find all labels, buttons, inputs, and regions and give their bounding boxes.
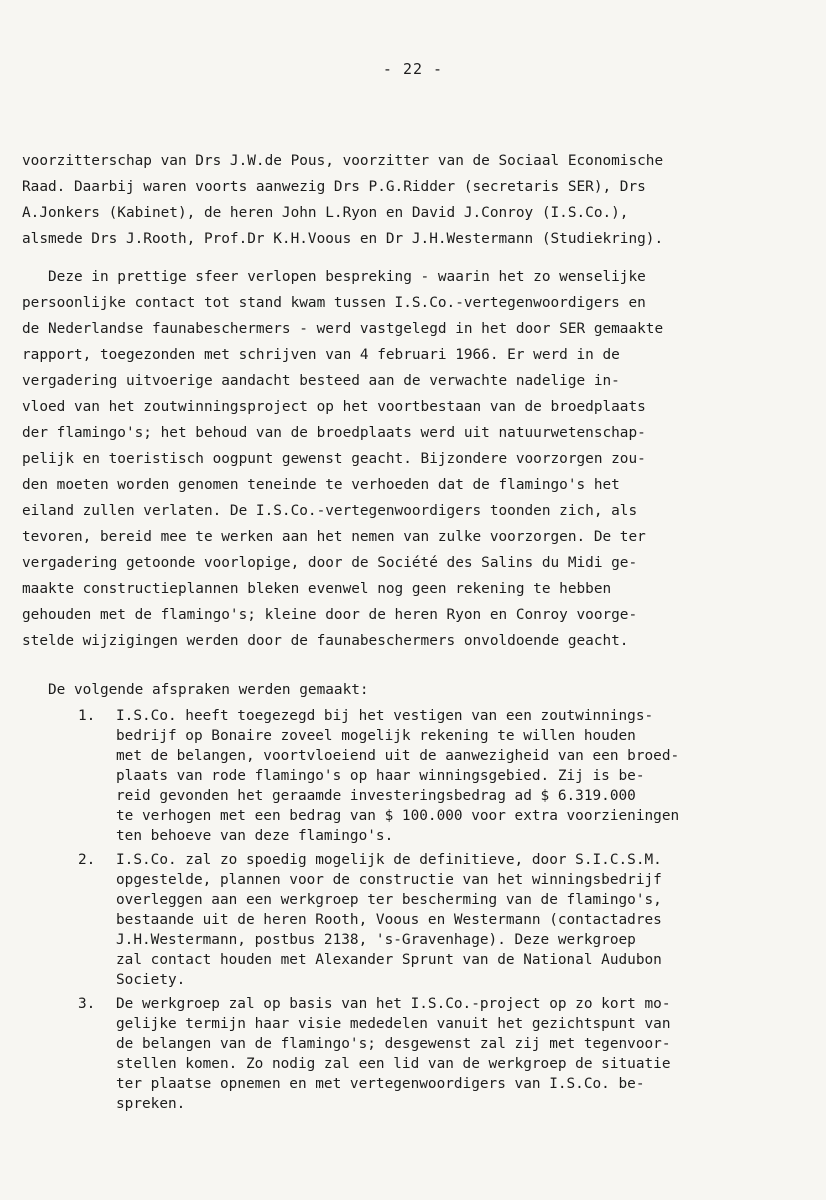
agreement-text: I.S.Co. zal zo spoedig mogelijk de definitieve, door S.I.C.S.M. opgestelde, plannen voor de constructie van het winningsbedrijf overleggen aan een werkgroep ter bescherming van de flamingo's, bestaande uit de heren Rooth, Voous en Westermann (contactadres J.H.Westermann, postbus 2138, 's-Gravenhage). Deze werkgroep zal contact houden met Alexander Sprunt van de National Audubon Society. [116,852,662,988]
agreements-list [78,706,818,1118]
agreement-item-2 [78,850,818,990]
agreement-item-1 [78,706,818,846]
agreement-text: De werkgroep zal op basis van het I.S.Co.-project op zo kort mo- gelijke termijn haar visie mededelen vanuit het gezichtspunt van de belangen van de flamingo's; desgewenst zal zij met tegenvoor- stellen komen. Zo nodig zal een lid van de werkgroep de situatie ter plaatse opnemen en met vertegenwoordigers van I.S.Co. be- spreken. [116,996,671,1112]
agreement-item-3 [78,994,818,1114]
agreement-number: 1. [78,708,96,724]
paragraph-attendees: voorzitterschap van Drs J.W.de Pous, voorzitter van de Sociaal Economische Raad. Daarbij waren voorts aanwezig Drs P.G.Ridder (secretaris SER), Drs A.Jonkers (Kabinet), de heren John L.Ryon en David J.Conroy (I.S.Co.), alsmede Drs J.Rooth, Prof.Dr K.H.Voous en Dr J.H.Westermann (Studiekring). [22,153,664,247]
page-number: - 22 - [382,60,444,78]
agreement-number: 3. [78,996,96,1012]
paragraph-meeting-summary: Deze in prettige sfeer verlopen bespreking - waarin het zo wenselijke persoonlijke contact tot stand kwam tussen I.S.Co.-vertegenwoordigers en de Nederlandse faunabeschermers - werd vastgelegd in het door SER gemaakte rapport, toegezonden met schrijven van 4 februari 1966. Er werd in de vergadering uitvoerige aandacht besteed aan de verwachte nadelige in- vloed van het zoutwinningsproject op het voortbestaan van de broedplaats der flamingo's; het behoud van de broedplaats werd uit natuurwetenschap- pelijk en toeristisch oogpunt gewenst geacht. Bijzondere voorzorgen zou- den moeten worden genomen teneinde te verhoeden dat de flamingo's het eiland zullen verlaten. De I.S.Co.-vertegenwoordigers toonden zich, als tevoren, bereid mee te werken aan het nemen van zulke voorzorgen. De ter vergadering getoonde voorlopige, door de Société des Salins du Midi ge- maakte constructieplannen bleken evenwel nog geen rekening te hebben gehouden met de flamingo's; kleine door de heren Ryon en Conroy voorge- stelde wijzigingen werden door de faunabeschermers onvoldoende geacht. [22,269,664,649]
agreements-intro: De volgende afspraken werden gemaakt: [48,682,369,698]
agreement-number: 2. [78,852,96,868]
agreement-text: I.S.Co. heeft toegezegd bij het vestigen van een zoutwinnings- bedrijf op Bonaire zoveel mogelijk rekening te willen houden met de belangen, voortvloeiend uit de aanwezigheid van een broed- plaats van rode flamingo's op haar winningsgebied. Zij is be- reid gevonden het geraamde investeringsbedrag ad $ 6.319.000 te verhogen met een bedrag van $ 100.000 voor extra voorzieningen ten behoeve van deze flamingo's. [116,708,680,844]
